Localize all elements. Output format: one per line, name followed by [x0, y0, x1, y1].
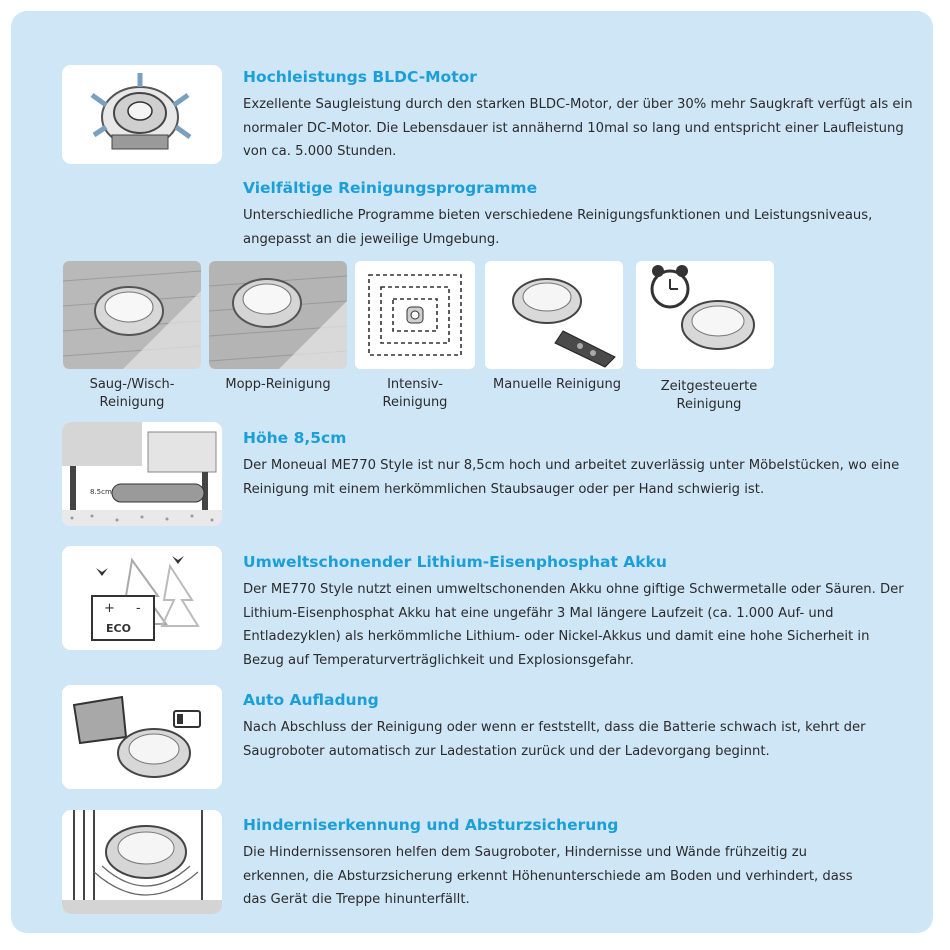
section-heading-height: Höhe 8,5cm: [243, 429, 347, 447]
battery-label: ECO: [106, 622, 131, 635]
eco-battery-illustration: [62, 546, 222, 650]
section-body-obstacle: Die Hindernissensoren helfen dem Saugroboter, Hindernisse und Wände frühzeitig zu erkennen, die Absturzsicherung erkennt Höhenunterschiede am Boden und verhindert, dass das Gerät die Treppe hinunterfällt.: [243, 845, 853, 907]
program-label-line: Reinigung: [99, 395, 165, 410]
section-body-auto-charge: Nach Abschluss der Reinigung oder wenn er feststellt, dass die Batterie schwach ist, kehrt der Saugroboter automatisch zur Ladestation zurück und der Ladevorgang beginnt.: [243, 720, 866, 759]
program-label-line: Reinigung: [382, 395, 448, 410]
program-label-line: Zeitgesteuerte: [660, 379, 758, 394]
section-body-programs: Unterschiedliche Programme bieten verschiedene Reinigungsfunktionen und Leistungsniveaus, angepasst an die jeweilige Umgebung.: [243, 208, 873, 247]
section-body-height: Der Moneual ME770 Style ist nur 8,5cm hoch und arbeitet zuverlässig unter Möbelstücken, wo eine Reinigung mit einem herkömmlichen Staubsauger oder per Hand schwierig ist.: [243, 458, 900, 497]
obstacle-detection-illustration: [62, 810, 222, 914]
section-heading-programs: Vielfältige Reinigungsprogramme: [243, 179, 538, 197]
program-image-sweep-mop: [63, 261, 201, 369]
section-heading-auto-charge: Auto Aufladung: [243, 691, 379, 709]
program-label-intensive: [340, 376, 490, 412]
program-image-manual: [485, 261, 623, 369]
program-label-manual: [482, 376, 632, 394]
section-heading-battery: Umweltschonender Lithium-Eisenphosphat Akku: [243, 553, 667, 571]
battery-minus: -: [136, 601, 141, 616]
section-heading-motor: Hochleistungs BLDC-Motor: [243, 68, 477, 86]
program-label-scheduled: [634, 378, 784, 414]
program-image-intensive: [355, 261, 475, 369]
height-illustration: [62, 422, 222, 526]
program-label-sweep-mop: [57, 376, 207, 412]
program-label-line: Reinigung: [676, 397, 742, 412]
program-image-mop: [209, 261, 347, 369]
program-label-line: Mopp-Reinigung: [225, 377, 331, 392]
height-marker: 8.5cm: [90, 488, 112, 496]
motor-illustration: [62, 65, 222, 164]
program-image-scheduled: [636, 261, 774, 369]
section-body-motor: Exzellente Saugleistung durch den starken BLDC-Motor, der über 30% mehr Saugkraft verfügt als ein normaler DC-Motor. Die Lebensdauer ist annähernd 10mal so lang und entspricht einer Laufleistung von ca. 5.000 Stunden.: [243, 97, 913, 159]
program-label-line: Intensiv-: [387, 377, 443, 392]
section-heading-obstacle: Hinderniserkennung und Absturzsicherung: [243, 816, 619, 834]
program-label-line: Saug-/Wisch-: [89, 377, 175, 392]
program-label-mop: [203, 376, 353, 394]
auto-charge-illustration: [62, 685, 222, 789]
battery-plus: +: [104, 601, 115, 616]
section-body-battery: Der ME770 Style nutzt einen umweltschonenden Akku ohne giftige Schwermetalle oder Säuren. Der Lithium-Eisenphosphat Akku hat eine ungefähr 3 Mal längere Laufzeit (ca. 1.000 Auf- und Entladezyklen) als herkömmliche Lithium- oder Nickel-Akkus und damit eine hohe Sicherheit in Bezug auf Temperaturverträglichkeit und Explosionsgefahr.: [243, 582, 904, 668]
program-label-line: Manuelle Reinigung: [493, 377, 621, 392]
